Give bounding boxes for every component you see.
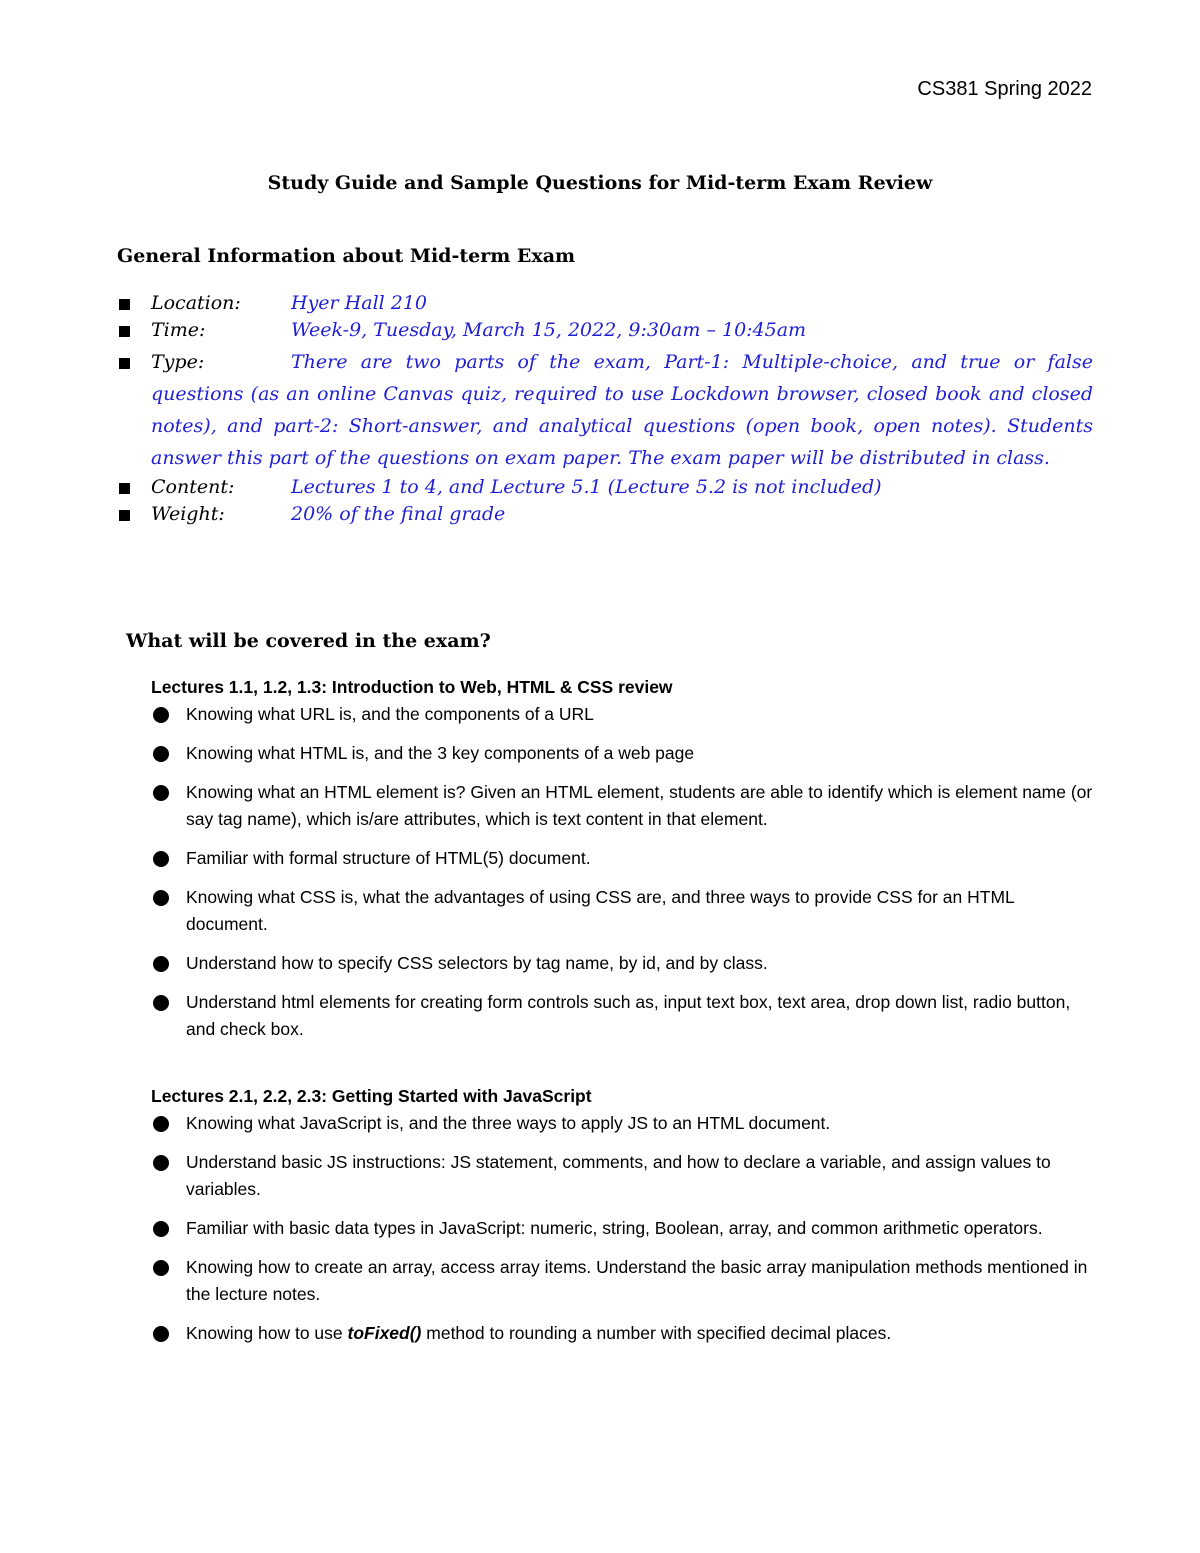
bullet-icon bbox=[153, 1155, 169, 1171]
info-label: Type: bbox=[151, 351, 205, 373]
general-info-heading: General Information about Mid-term Exam bbox=[117, 245, 576, 267]
bullet-icon bbox=[153, 995, 169, 1011]
topic-text: Understand basic JS instructions: JS statement, comments, and how to declare a variable, and assign values to variables. bbox=[186, 1152, 1051, 1199]
info-item-content bbox=[117, 474, 1093, 501]
list-item bbox=[151, 845, 1096, 872]
info-value: Lectures 1 to 4, and Lecture 5.1 (Lecture 5.2 is not included) bbox=[291, 476, 882, 498]
method-name: toFixed() bbox=[347, 1323, 422, 1343]
info-value: 20% of the final grade bbox=[291, 503, 506, 525]
topic-text: Understand html elements for creating form controls such as, input text box, text area, drop down list, radio button, and check box. bbox=[186, 992, 1071, 1039]
info-label: Content: bbox=[151, 476, 235, 498]
list-item bbox=[151, 779, 1096, 833]
list-item bbox=[151, 989, 1096, 1043]
list-item bbox=[151, 1254, 1096, 1308]
square-bullet-icon bbox=[119, 483, 130, 494]
topic-text: Knowing what CSS is, what the advantages of using CSS are, and three ways to provide CSS for an HTML document. bbox=[186, 887, 1015, 934]
document-title: Study Guide and Sample Questions for Mid-term Exam Review bbox=[267, 172, 933, 194]
general-info-list bbox=[117, 290, 1093, 528]
lecture-heading: Lectures 1.1, 1.2, 1.3: Introduction to Web, HTML & CSS review bbox=[151, 677, 673, 697]
bullet-icon bbox=[153, 851, 169, 867]
list-item bbox=[151, 884, 1096, 938]
bullet-icon bbox=[153, 746, 169, 762]
topic-text-after: method to rounding a number with specified decimal places. bbox=[421, 1323, 892, 1343]
info-item-location bbox=[117, 290, 1093, 317]
list-item bbox=[151, 1110, 1096, 1137]
list-item bbox=[151, 740, 1096, 767]
list-item bbox=[151, 1215, 1096, 1242]
info-item-time bbox=[117, 317, 1093, 344]
bullet-icon bbox=[153, 1116, 169, 1132]
list-item bbox=[151, 1149, 1096, 1203]
info-value: Hyer Hall 210 bbox=[291, 292, 428, 314]
info-label: Location: bbox=[151, 292, 241, 314]
lecture-heading: Lectures 2.1, 2.2, 2.3: Getting Started with JavaScript bbox=[151, 1086, 592, 1106]
list-item bbox=[151, 701, 1096, 728]
bullet-icon bbox=[153, 956, 169, 972]
lecture-block-1 bbox=[151, 673, 1096, 1055]
square-bullet-icon bbox=[119, 299, 130, 310]
info-item-type bbox=[117, 346, 1093, 474]
bullet-icon bbox=[153, 707, 169, 723]
topic-text: Knowing what URL is, and the components of a URL bbox=[186, 704, 594, 724]
list-item bbox=[151, 1320, 1096, 1347]
topic-text: Knowing what HTML is, and the 3 key components of a web page bbox=[186, 743, 695, 763]
square-bullet-icon bbox=[119, 510, 130, 521]
course-header: CS381 Spring 2022 bbox=[917, 78, 1092, 100]
topic-text-before: Knowing how to use bbox=[186, 1323, 348, 1343]
bullet-icon bbox=[153, 785, 169, 801]
topic-text: Knowing how to create an array, access array items. Understand the basic array manipulation methods mentioned in the lecture notes. bbox=[186, 1257, 1088, 1304]
topic-text: Understand how to specify CSS selectors by tag name, by id, and by class. bbox=[186, 953, 768, 973]
bullet-icon bbox=[153, 1260, 169, 1276]
lecture-block-2 bbox=[151, 1082, 1096, 1359]
info-value: There are two parts of the exam, Part-1: Multiple-choice, and true or false questions (as an online Canvas quiz, required to use Lockdown browser, closed book and closed notes), and part-2: Short-answer, and analytical questions (open book, open notes). Students answer this part of the questions on exam paper. The exam paper will be distributed in class. bbox=[151, 351, 1093, 469]
bullet-icon bbox=[153, 890, 169, 906]
info-label: Time: bbox=[151, 319, 206, 341]
list-item bbox=[151, 950, 1096, 977]
info-label: Weight: bbox=[151, 503, 225, 525]
topic-text: Knowing what JavaScript is, and the three ways to apply JS to an HTML document. bbox=[186, 1113, 831, 1133]
square-bullet-icon bbox=[119, 326, 130, 337]
coverage-heading: What will be covered in the exam? bbox=[126, 630, 491, 652]
bullet-icon bbox=[153, 1326, 169, 1342]
bullet-icon bbox=[153, 1221, 169, 1237]
square-bullet-icon bbox=[119, 358, 130, 369]
topic-text: Knowing what an HTML element is? Given an HTML element, students are able to identify which is element name (or say tag name), which is/are attributes, which is text content in that element. bbox=[186, 782, 1093, 829]
info-value: Week-9, Tuesday, March 15, 2022, 9:30am – 10:45am bbox=[291, 319, 807, 341]
topic-text: Familiar with formal structure of HTML(5) document. bbox=[186, 848, 591, 868]
topic-text: Familiar with basic data types in JavaScript: numeric, string, Boolean, array, and common arithmetic operators. bbox=[186, 1218, 1043, 1238]
info-item-weight bbox=[117, 501, 1093, 528]
